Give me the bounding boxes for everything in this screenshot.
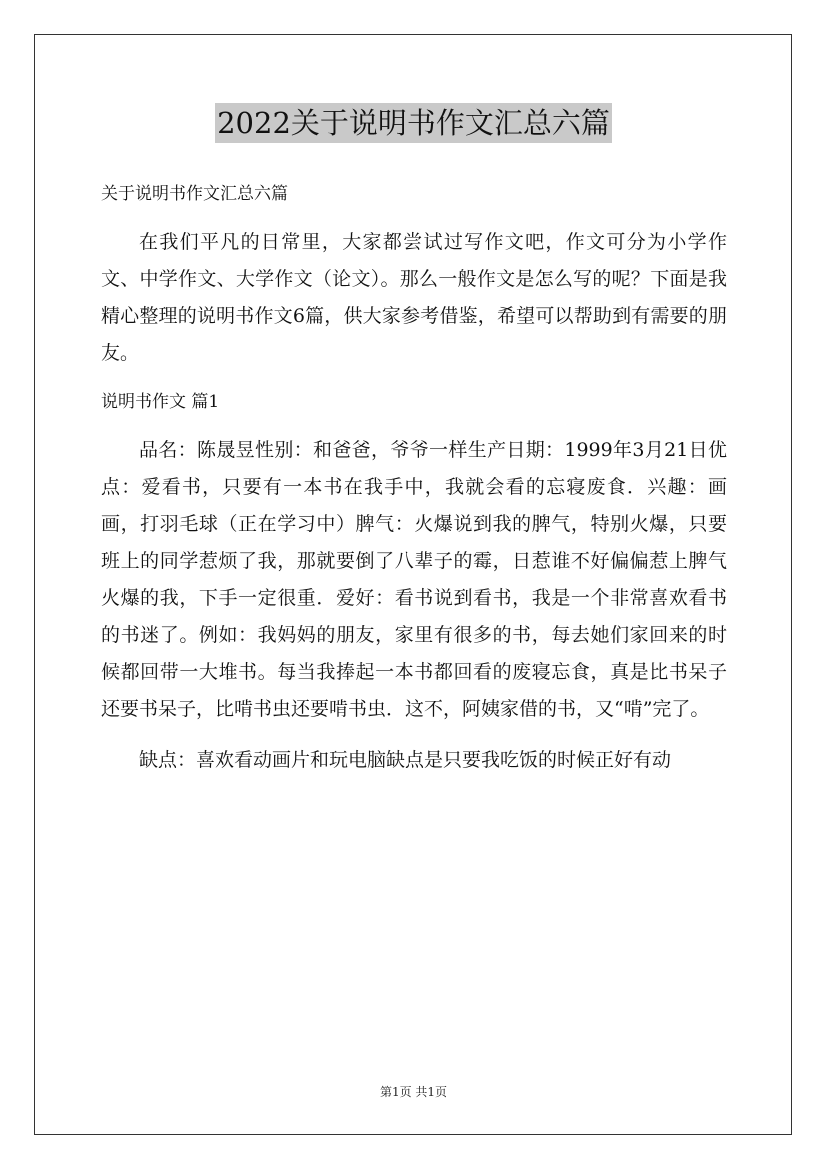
spacer bbox=[101, 212, 727, 224]
spacer bbox=[101, 728, 727, 742]
page-footer: 第1页 共1页 bbox=[379, 1085, 448, 1099]
body-paragraph-1: 品名：陈晟昱性别：和爸爸，爷爷一样生产日期：1999年3月21日优点：爱看书，只要有一本书在我手中，我就会看的忘寝废食．兴趣：画画，打羽毛球（正在学习中）脾气：火爆说到我的脾气，特别火爆，只要班上的同学惹烦了我，那就要倒了八辈子的霉，日惹谁不好偏偏惹上脾气火爆的我，下手一定很重．爱好：看书说到看书，我是一个非常喜欢看书的书迷了。例如：我妈妈的朋友，家里有很多的书，每去她们家回来的时候都回带一大堆书。每当我捧起一本书都回看的废寝忘食，真是比书呆子还要书呆子，比啃书虫还要啃书虫．这不，阿姨家借的书，又“啃”完了。 bbox=[101, 439, 727, 720]
spacer bbox=[101, 372, 727, 384]
document-body bbox=[101, 176, 727, 779]
body-paragraph-2: 缺点：喜欢看动画片和玩电脑缺点是只要我吃饭的时候正好有动 bbox=[139, 749, 672, 771]
spacer bbox=[101, 420, 727, 432]
document-subtitle: 关于说明书作文汇总六篇 bbox=[101, 184, 288, 204]
document-title: 2022关于说明书作文汇总六篇 bbox=[215, 103, 612, 143]
title-container bbox=[0, 103, 827, 143]
intro-paragraph: 在我们平凡的日常里，大家都尝试过写作文吧，作文可分为小学作文、中学作文、大学作文（论文）。那么一般作文是怎么写的呢？下面是我精心整理的说明书作文6篇，供大家参考借鉴，希望可以帮助到有需要的朋友。 bbox=[101, 231, 727, 364]
section-heading: 说明书作文 篇1 bbox=[101, 392, 220, 412]
